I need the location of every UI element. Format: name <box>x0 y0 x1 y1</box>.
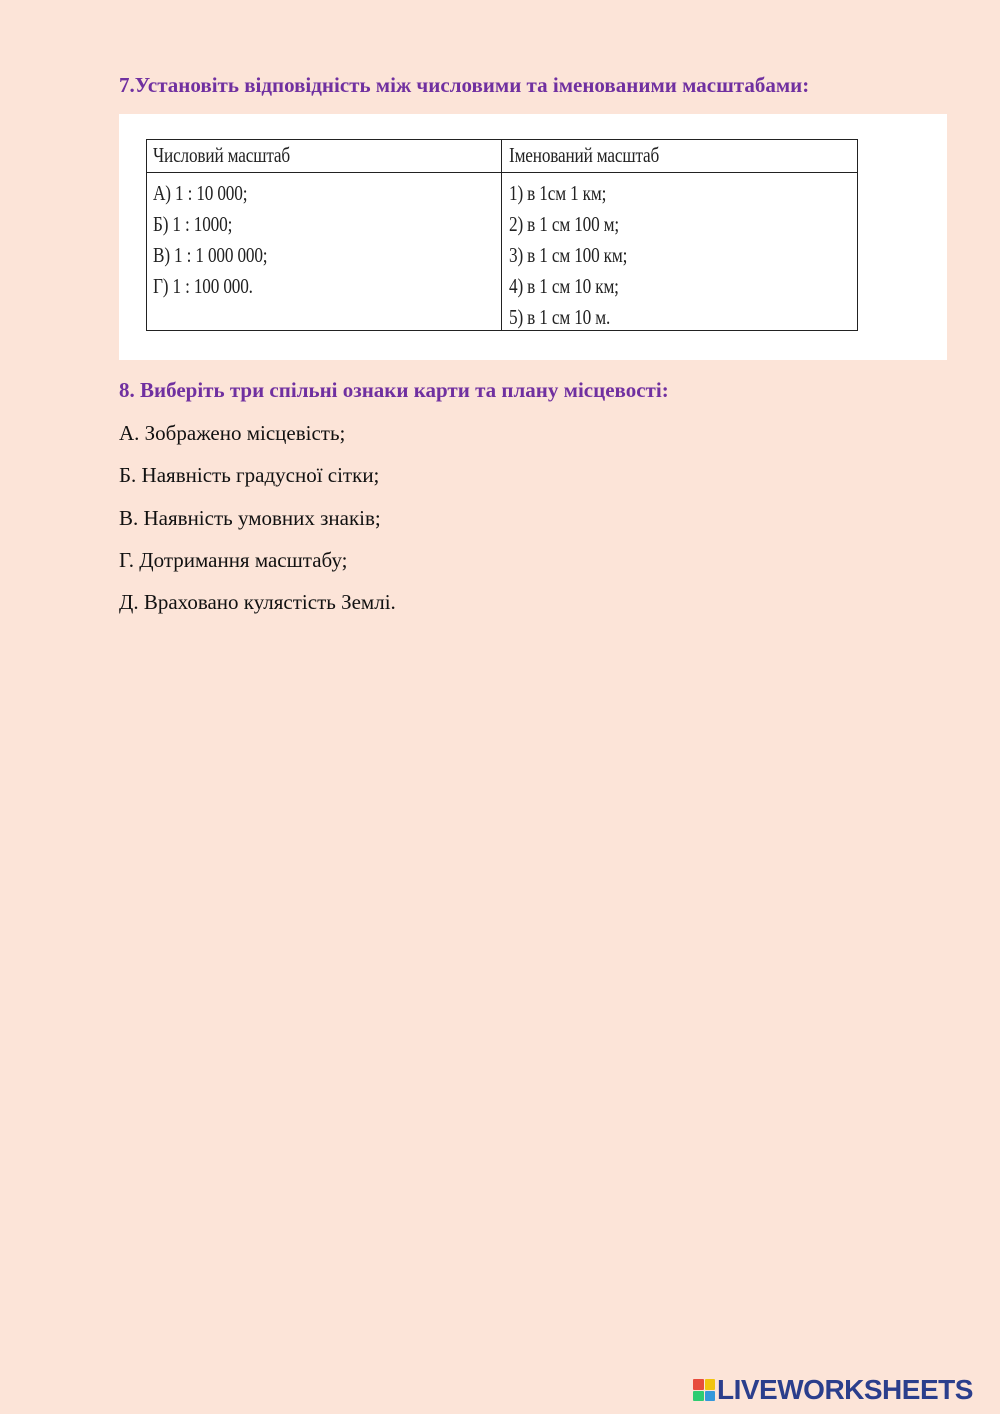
numeric-scale-item: А) 1 : 10 000; <box>153 181 248 205</box>
numeric-scale-item: В) 1 : 1 000 000; <box>153 243 268 267</box>
matching-table <box>146 139 858 331</box>
liveworksheets-logo-icon <box>693 1379 715 1401</box>
named-scale-item: 5) в 1 см 10 м. <box>509 305 611 329</box>
header-named-scale: Іменований масштаб <box>509 143 660 167</box>
numeric-scale-item: Г) 1 : 100 000. <box>153 274 253 298</box>
named-scale-item: 2) в 1 см 100 м; <box>509 212 620 236</box>
logo-square <box>693 1391 704 1402</box>
logo-square <box>705 1391 716 1402</box>
named-scale-item: 4) в 1 см 10 км; <box>509 274 619 298</box>
named-scale-item: 1) в 1см 1 км; <box>509 181 607 205</box>
numeric-scale-column <box>153 178 267 302</box>
answer-option: Б. Наявність градусної сітки; <box>119 463 380 488</box>
named-scale-column <box>509 178 627 333</box>
question-7-title: 7.Установіть відповідність між числовими та іменованими масштабами: <box>119 73 810 97</box>
logo-square <box>705 1379 716 1390</box>
brand-name: LIVEWORKSHEETS <box>717 1374 973 1405</box>
matching-table-panel <box>119 114 947 360</box>
header-numeric-scale: Числовий масштаб <box>153 143 290 167</box>
logo-square <box>693 1379 704 1390</box>
answer-option: А. Зображено місцевість; <box>119 421 346 445</box>
answer-option: Д. Враховано кулястість Землі. <box>119 590 396 615</box>
named-scale-item: 3) в 1 см 100 км; <box>509 243 628 267</box>
liveworksheets-brand <box>693 1374 973 1406</box>
question-8-options <box>119 420 396 631</box>
answer-option: В. Наявність умовних знаків; <box>119 505 381 530</box>
question-8-title: 8. Виберіть три спільні ознаки карти та плану місцевості: <box>119 378 669 402</box>
answer-option: Г. Дотримання масштабу; <box>119 547 348 572</box>
table-column-divider <box>501 140 502 330</box>
numeric-scale-item: Б) 1 : 1000; <box>153 212 233 236</box>
